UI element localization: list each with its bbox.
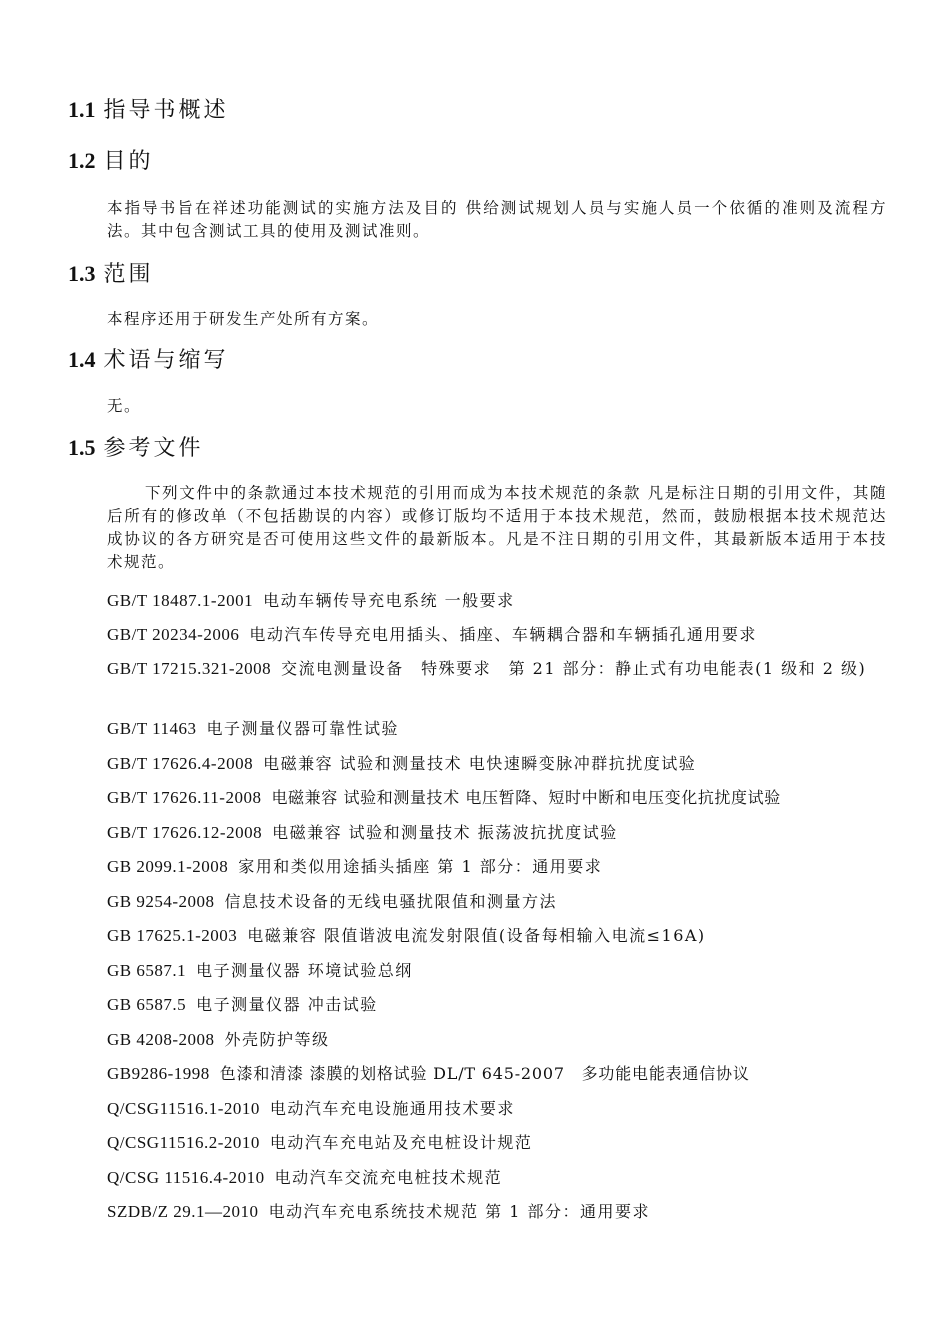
reference-desc: 电磁兼容 试验和测量技术 电快速瞬变脉冲群抗扰度试验 — [263, 754, 697, 773]
section-title: 术语与缩写 — [103, 348, 229, 373]
reference-code: GB/T 18487.1-2001 — [107, 591, 254, 610]
reference-code: GB/T 17215.321-2008 — [107, 659, 272, 678]
purpose-paragraph: 本指导书旨在祥述功能测试的实施方法及目的 供给测试规划人员与实施人员一个依循的准则及流程方法。其中包含测试工具的使用及测试准则。 — [107, 199, 887, 240]
reference-code: Q/CSG11516.2-2010 — [107, 1133, 260, 1152]
reference-item — [107, 785, 887, 811]
reference-item — [107, 889, 887, 915]
reference-desc: 电子测量仪器 环境试验总纲 — [196, 961, 413, 980]
reference-item — [107, 1027, 887, 1053]
section-title: 范围 — [103, 262, 154, 287]
reference-desc: 家用和类似用途插头插座 第 1 部分：通用要求 — [238, 857, 603, 876]
reference-code: SZDB/Z 29.1—2010 — [107, 1202, 259, 1221]
section-number: 1.4 — [68, 347, 96, 372]
reference-desc: 电磁兼容 限值谐波电流发射限值(设备每相输入电流≤16A) — [247, 926, 706, 945]
reference-desc: 色漆和清漆 漆膜的划格试验 DL/T 645-2007 多功能电能表通信协议 — [219, 1064, 750, 1083]
reference-code: GB/T 17626.11-2008 — [107, 788, 262, 807]
reference-desc: 信息技术设备的无线电骚扰限值和测量方法 — [224, 892, 558, 911]
reference-code: GB/T 20234-2006 — [107, 625, 240, 644]
terms-paragraph: 无。 — [107, 397, 142, 415]
reference-item — [107, 1061, 887, 1087]
reference-item — [107, 1199, 887, 1225]
section-number: 1.1 — [68, 97, 96, 122]
reference-item — [107, 923, 887, 949]
reference-code: GB 17625.1-2003 — [107, 926, 238, 945]
reference-desc: 电磁兼容 试验和测量技术 振荡波抗扰度试验 — [272, 823, 618, 842]
section-heading-1-3 — [68, 260, 154, 289]
section-heading-1-2 — [68, 147, 154, 176]
reference-item — [107, 1096, 887, 1122]
reference-code: GB 4208-2008 — [107, 1030, 215, 1049]
reference-item — [107, 1165, 887, 1191]
reference-desc: 电子测量仪器可靠性试验 — [206, 719, 400, 738]
reference-desc: 交流电测量设备 特殊要求 第 21 部分：静止式有功电能表(1 级和 2 级) — [281, 659, 867, 678]
reference-item — [107, 656, 887, 682]
reference-item — [107, 992, 887, 1018]
reference-desc: 电动汽车充电系统技术规范 第 1 部分：通用要求 — [268, 1202, 651, 1221]
reference-desc: 电动汽车充电站及充电桩设计规范 — [269, 1133, 533, 1152]
section-heading-1-1 — [68, 96, 229, 125]
reference-item — [107, 588, 887, 614]
reference-desc: 电动汽车充电设施通用技术要求 — [269, 1099, 515, 1118]
reference-desc: 电子测量仪器 冲击试验 — [196, 995, 378, 1014]
reference-item — [107, 820, 887, 846]
reference-code: GB/T 11463 — [107, 719, 197, 738]
reference-desc: 电磁兼容 试验和测量技术 电压暂降、短时中断和电压变化抗扰度试验 — [271, 788, 781, 807]
reference-code: GB9286-1998 — [107, 1064, 210, 1083]
reference-code: GB/T 17626.12-2008 — [107, 823, 263, 842]
scope-paragraph: 本程序还用于研发生产处所有方案。 — [107, 310, 380, 328]
reference-item — [107, 1130, 887, 1156]
reference-item — [107, 751, 887, 777]
reference-code: Q/CSG 11516.4-2010 — [107, 1168, 265, 1187]
section-title: 参考文件 — [103, 436, 204, 461]
reference-item — [107, 854, 887, 880]
reference-code: GB/T 17626.4-2008 — [107, 754, 254, 773]
reference-item — [107, 958, 887, 984]
reference-code: GB 9254-2008 — [107, 892, 215, 911]
reference-code: GB 6587.5 — [107, 995, 187, 1014]
reference-intro-paragraph: 下列文件中的条款通过本技术规范的引用而成为本技术规范的条款 凡是标注日期的引用文件，其随后所有的修改单（不包括勘误的内容）或修订版均不适用于本技术规范，然而，鼓励根据本技术规范达成协议的各方研究是否可使用这些文件的最新版本。凡是不注日期的引用文件，其最新版本适用于本技术规范。 — [107, 484, 887, 571]
reference-code: GB 6587.1 — [107, 961, 187, 980]
reference-desc: 外壳防护等级 — [224, 1030, 330, 1049]
section-number: 1.3 — [68, 261, 96, 286]
reference-code: GB 2099.1-2008 — [107, 857, 229, 876]
reference-code: Q/CSG11516.1-2010 — [107, 1099, 260, 1118]
reference-desc: 电动汽车传导充电用插头、插座、车辆耦合器和车辆插孔通用要求 — [249, 625, 757, 644]
section-heading-1-5 — [68, 434, 204, 463]
section-title: 指导书概述 — [103, 98, 229, 123]
section-title: 目的 — [103, 149, 154, 174]
reference-desc: 电动车辆传导充电系统 一般要求 — [263, 591, 515, 610]
reference-item — [107, 622, 887, 648]
section-heading-1-4 — [68, 346, 229, 375]
reference-item — [107, 716, 887, 742]
reference-desc: 电动汽车交流充电桩技术规范 — [274, 1168, 503, 1187]
section-number: 1.5 — [68, 435, 96, 460]
section-number: 1.2 — [68, 148, 96, 173]
